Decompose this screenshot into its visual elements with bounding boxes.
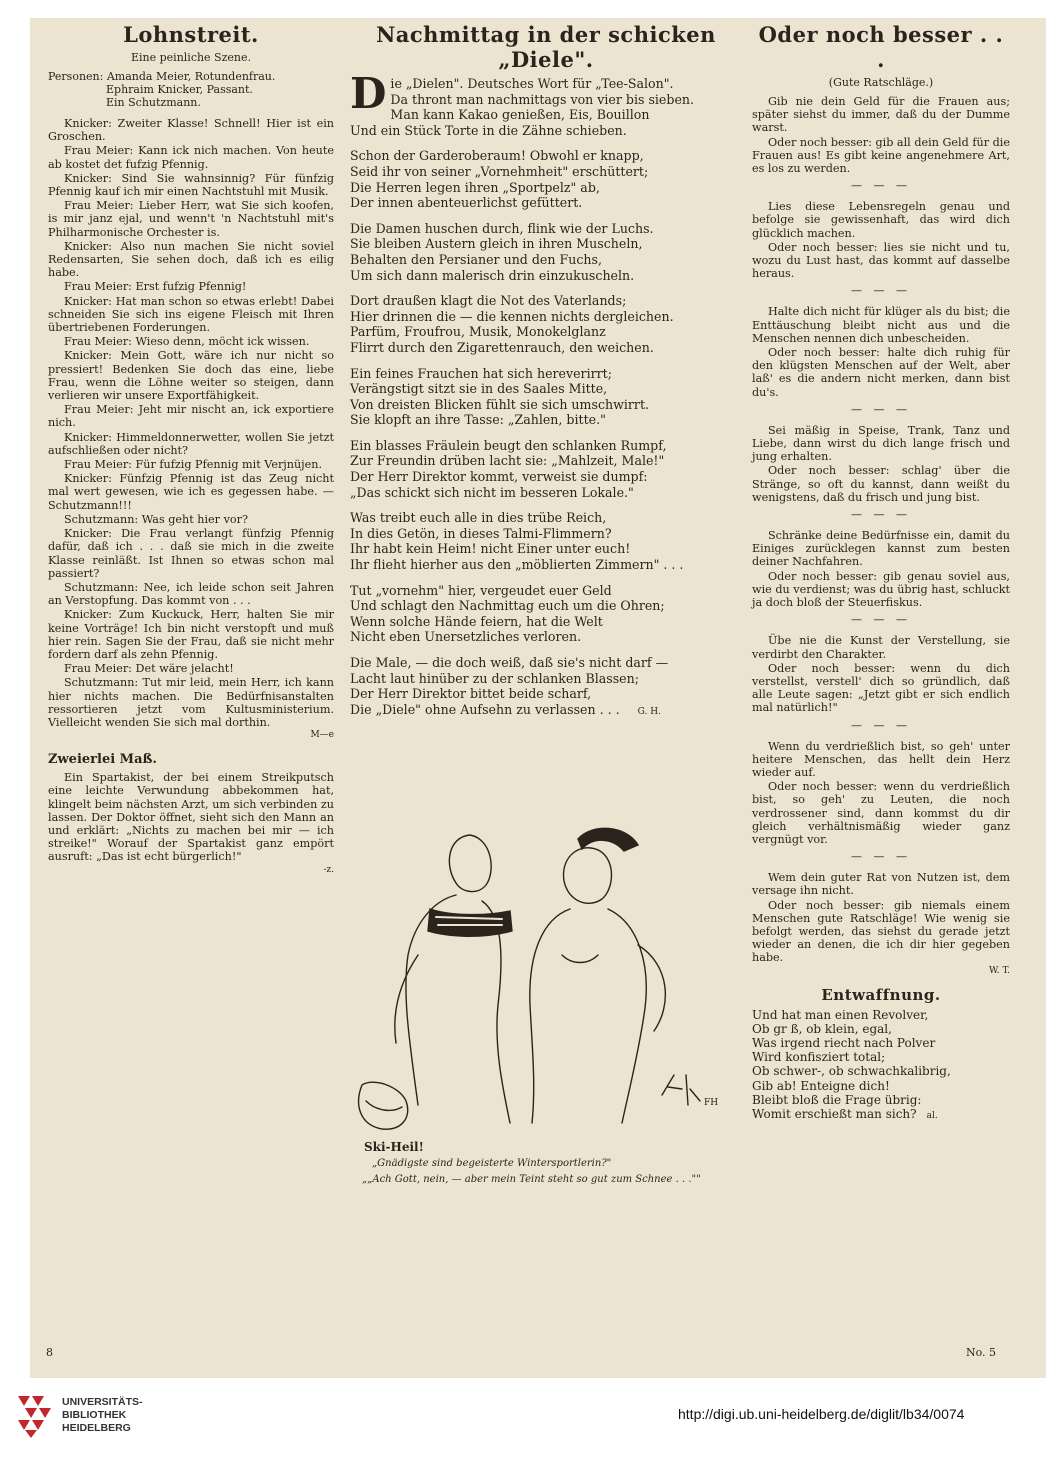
poem-stanza: [350, 583, 742, 645]
poem-line: Lacht laut hinüber zu der schlanken Blassen;: [350, 670, 639, 686]
poem-stanza: [752, 1008, 1010, 1124]
dialogue-line: Schutzmann: Tut mir leid, mein Herr, ich kann hier nichts machen. Die Bedürfnisanstalten ressortieren jetzt vom Kultusministerium. Vielleicht wenden Sie sich mal dorthin.: [48, 676, 334, 729]
poem-line: Ihr flieht hierher aus den „möblierten Zimmern" . . .: [350, 557, 684, 573]
poem-line: Ein blasses Fräulein beugt den schlanken Rumpf,: [350, 437, 667, 453]
poem-line: Und ein Stück Torte in die Zähne schieben.: [350, 122, 627, 138]
column-left: [48, 22, 334, 883]
poem-line: Die Male, — die doch weiß, daß sie's nicht darf —: [350, 655, 669, 670]
advice-text: Oder noch besser: gib niemals einem Menschen gute Ratschläge! Wie wenig sie befolgt werden, das siehst du gerade jetzt wieder an denen, die ich dir hier gegeben habe.: [752, 898, 1010, 965]
author-signature: -z.: [323, 864, 334, 875]
poem-line: Ein feines Frauchen hat sich hereverirrt;: [350, 365, 612, 381]
man-chest: [562, 955, 598, 963]
dialogue-line: Frau Meier: Det wäre jelacht!: [64, 662, 234, 676]
cartoon-title: Ski-Heil!: [364, 1140, 424, 1154]
poem-line: Die Damen huschen durch, flink wie der Luchs.: [350, 220, 654, 236]
poem-line: Ob schwer-, ob schwachkalibrig,: [752, 1064, 951, 1079]
poem-stanza: [350, 69, 742, 138]
advice-text: Oder noch besser: schlag' über die Stränge, so oft du kannst, dann weißt du wenigstens, daß du frisch und jung bist.: [752, 464, 1010, 504]
cast-line: Personen: Amanda Meier, Rotundenfrau.: [48, 70, 276, 83]
article-title-lohnstreit: Lohnstreit.: [123, 22, 259, 47]
library-name: [62, 1396, 143, 1435]
poem-line: Behalten den Persianer und den Fuchs,: [350, 251, 602, 267]
poem-line: Bleibt bloß die Frage übrig:: [752, 1092, 922, 1107]
separator: — — —: [851, 508, 911, 522]
poem-line: Nicht eben Unersetzliches verloren.: [350, 629, 582, 645]
university-library-logo-icon: [14, 1392, 56, 1440]
artist-initials: FH: [704, 1098, 719, 1108]
poem-line: Und schlagt den Nachmittag euch um die Ohren;: [350, 598, 665, 614]
poem-line: Von dreisten Blicken fühlt sie sich umschwirrt.: [350, 396, 650, 412]
dialogue-line: Frau Meier: Erst fufzig Pfennig!: [64, 280, 247, 294]
dialogue-line: Knicker: Sind Sie wahnsinnig? Für fünfzig Pfennig kauf ich mir einen Nachtstuhl mit Musik.: [48, 171, 334, 199]
cartoon-illustration: [352, 805, 742, 1135]
poem-line: Und hat man einen Revolver,: [752, 1007, 929, 1022]
article-subtitle: (Gute Ratschläge.): [828, 76, 934, 89]
poem-stanza: [350, 438, 742, 500]
poem-line: Der innen abenteuerlichst gefüttert.: [350, 195, 583, 211]
chair-detail: [366, 1101, 402, 1110]
dialogue-line: Frau Meier: Jeht mir nischt an, ick exportiere nich.: [48, 403, 334, 430]
poem-line: Hier drinnen die — die kennen nichts dergleichen.: [350, 308, 674, 324]
poem-stanza: [350, 221, 742, 283]
poem-stanza: [350, 510, 742, 572]
poem-line: Dort draußen klagt die Not des Vaterlands;: [350, 293, 627, 309]
cast-list: [48, 70, 334, 109]
author-signature: G. H.: [637, 706, 661, 717]
poem-line-text: Die „Diele" ohne Aufsehn zu verlassen . . .: [350, 701, 620, 717]
poem-line: Ob gr ß, ob klein, egal,: [752, 1021, 892, 1036]
cartoon-caption-line: „Gnädigste sind begeisterte Wintersportlerin?": [372, 1158, 612, 1169]
advice-text: Oder noch besser: wenn du verdrießlich bist, so geh' zu Leuten, die noch verdrossener sind, dann kommst du dir gleich verhältnismäßig wieder ganz vergnügt vor.: [752, 780, 1010, 846]
poem-line: Um sich dann malerisch drin einzukuscheln.: [350, 267, 635, 283]
article-title-oder-noch-besser: Oder noch besser . . .: [758, 22, 1004, 72]
advice-text: Schränke deine Bedürfnisse ein, damit du Einiges zurücklegen kannst zum besten deiner Nachfahren.: [752, 529, 1010, 569]
advice-text: Wenn du verdrießlich bist, so geh' unter heitere Menschen, das hellt dein Herz wieder auf.: [752, 739, 1010, 779]
article-subtitle: Eine peinliche Szene.: [130, 51, 251, 64]
drop-cap: D: [350, 69, 387, 118]
dialogue-line: Frau Meier: Wieso denn, möcht ick wissen.: [64, 335, 310, 349]
column-middle: [350, 22, 742, 730]
cast-line: Ephraim Knicker, Passant.: [106, 83, 253, 96]
dialogue-line: Knicker: Die Frau verlangt fünfzig Pfennig dafür, daß ich . . . daß sie mich in die zweite Klasse reinläßt. Ist Ihnen so etwas schon mal passiert?: [48, 527, 334, 580]
advice-text: Lies diese Lebensregeln genau und befolge sie gewissenhaft, das wird dich glücklich machen.: [752, 200, 1010, 240]
anecdote-text: Ein Spartakist, der bei einem Streikputsch eine leichte Verwundung abbekommen hat, klingelt beim nächsten Arzt, um sich verbinden zu lassen. Der Doktor öffnet, sieht sich den Mann an und erklärt: „Nichts zu machen bei mir — ich streike!" Worauf der Spartakist ganz empört ausruft: „Das ist echt bürgerlich!": [48, 771, 334, 864]
separator: — — —: [851, 613, 911, 627]
advice-text: Oder noch besser: gib genau soviel aus, wie du verdienst; was du übrig hast, schluckt ja doch bloß der Steuerfiskus.: [752, 569, 1010, 610]
dialogue-line: Knicker: Fünfzig Pfennig ist das Zeug nicht mal wert gewesen, wie ich es gegessen habe. — Schutzmann!!!: [48, 472, 334, 512]
separator: — — —: [851, 718, 911, 732]
source-url-link[interactable]: http://digi.ub.uni-heidelberg.de/diglit/lb34/0074: [678, 1406, 965, 1422]
man-arm: [638, 945, 665, 1031]
man-torso-left: [530, 909, 570, 1123]
dialogue-line: Schutzmann: Nee, ich leide schon seit Jahren an Verstopfung. Das kommt von . . .: [48, 580, 334, 608]
author-signature: al.: [926, 1110, 938, 1121]
poem-line: Parfüm, Froufrou, Musik, Monokelglanz: [350, 324, 606, 340]
poem-line: ie „Dielen". Deutsches Wort für „Tee-Salon".: [390, 76, 674, 91]
advice-text: Übe nie die Kunst der Verstellung, sie verdirbt den Charakter.: [752, 634, 1010, 661]
cast-line: Ein Schutzmann.: [106, 96, 201, 109]
advice-text: Oder noch besser: halte dich ruhig für den klügsten Menschen auf der Welt, aber laß' es die andern nicht merken, dann bist du's.: [752, 346, 1010, 399]
advice-text: Oder noch besser: wenn du dich verstellst, verstell' dich so gründlich, daß alle Leute sagen: „Jetzt gibt er sich endlich mal natürlich!": [752, 661, 1010, 715]
poem-line: Der Herr Direktor kommt, verweist sie dumpf:: [350, 469, 648, 485]
poem-line-text: Womit erschießt man sich?: [752, 1106, 917, 1121]
dialogue-line: Knicker: Mein Gott, wäre ich nur nicht so pressiert! Bedenken Sie doch das eine, liebe Frau, wenn die Löhne weiter so steigen, dann verlieren wir unsere Exportfähigkeit.: [48, 349, 334, 403]
advice-text: Oder noch besser: lies sie nicht und tu, wozu du Lust hast, das kommt auf dasselbe heraus.: [752, 240, 1010, 281]
article-title-entwaffnung: Entwaffnung.: [821, 985, 941, 1004]
article-title-diele: Nachmittag in der schicken „Diele".: [376, 22, 716, 72]
poem-stanza: [350, 293, 742, 355]
dialogue-line: Frau Meier: Lieber Herr, wat Sie sich koofen, is mir janz ejal, und wenn't 'n Nachtstuhl mit's Philharmonische Orchester is.: [48, 199, 334, 239]
poem-line: Sie bleiben Austern gleich in ihren Muscheln,: [350, 236, 643, 252]
poem-line: Wird konfisziert total;: [752, 1050, 886, 1065]
poem-line: [350, 702, 742, 721]
poem-stanza: [350, 655, 742, 720]
library-name-line: BIBLIOTHEK: [62, 1409, 127, 1421]
article-title-zweierlei-mass: Zweierlei Maß.: [48, 752, 157, 768]
poem-line: Tut „vornehm" hier, vergeudet euer Geld: [350, 582, 612, 598]
column-right: [752, 22, 1010, 1133]
man-torso-right: [608, 909, 646, 1123]
poem-line: „Das schickt sich nicht im besseren Lokale.": [350, 484, 634, 500]
dialogue-line: Schutzmann: Was geht hier vor?: [64, 512, 248, 526]
poem-line: Man kann Kakao genießen, Eis, Bouillon: [390, 107, 650, 123]
separator: — — —: [851, 179, 911, 193]
poem-line: In dies Getön, in dieses Talmi-Flimmern?: [350, 525, 612, 541]
poem-line: Was treibt euch alle in dies trübe Reich,: [350, 510, 607, 526]
chair: [359, 1082, 408, 1129]
poem-line: Flirrt durch den Zigarettenrauch, den weichen.: [350, 339, 654, 355]
man-head: [564, 848, 612, 904]
issue-number: No. 5: [966, 1346, 997, 1359]
dialogue-line: Frau Meier: Für fufzig Pfennig mit Verjnüjen.: [64, 458, 323, 472]
dialogue-line: Knicker: Hat man schon so etwas erlebt! Dabei schneiden Sie sich ins eigene Fleisch mit Ihren übertriebenen Forderungen.: [48, 294, 334, 335]
poem-line: Gib ab! Enteigne dich!: [752, 1078, 890, 1093]
poem-line: Ihr habt kein Heim! nicht Einer unter euch!: [350, 541, 631, 557]
separator: — — —: [851, 402, 911, 416]
dialogue-line: Frau Meier: Kann ick nich machen. Von heute ab kostet det fufzig Pfennig.: [48, 144, 334, 171]
author-signature: M—e: [310, 730, 334, 741]
poem-stanza: [350, 148, 742, 210]
poem-line: Zur Freundin drüben lacht sie: „Mahlzeit, Male!": [350, 453, 665, 469]
advice-text: Gib nie dein Geld für die Frauen aus; später siehst du immer, daß du der Dumme warst.: [752, 95, 1010, 135]
poem-line: Schon der Garderoberaum! Obwohl er knapp,: [350, 148, 644, 164]
artist-mark: [662, 1075, 700, 1105]
poem-line: Sie klopft an ihre Tasse: „Zahlen, bitte.": [350, 412, 606, 428]
library-name-line: HEIDELBERG: [62, 1422, 131, 1434]
separator: — — —: [851, 284, 911, 298]
advice-text: Oder noch besser: gib all dein Geld für die Frauen aus! Es gibt keine angenehmere Art, es los zu werden.: [752, 135, 1010, 176]
poem-line: Der Herr Direktor bittet beide scharf,: [350, 686, 592, 702]
poem-line: Die Herren legen ihren „Sportpelz" ab,: [350, 179, 600, 195]
poem-stanza: [350, 366, 742, 428]
dialogue-line: Knicker: Himmeldonnerwetter, wollen Sie jetzt aufschließen oder nicht?: [48, 430, 334, 457]
dialogue-line: Knicker: Zum Kuckuck, Herr, halten Sie mir keine Vorträge! Ich bin nicht verstopft und muß hier rein. Sagen Sie der Frau, daß sie nicht mehr fordern darf als zehn Pfennig.: [48, 608, 334, 661]
author-signature: W. T.: [989, 965, 1010, 976]
library-name-line: UNIVERSITÄTS-: [62, 1396, 143, 1408]
page-number: 8: [46, 1346, 53, 1359]
cartoon-caption-line: „„Ach Gott, nein, — aber mein Teint steht so gut zum Schnee . . ."": [362, 1174, 701, 1185]
poem-line: [752, 1107, 1010, 1123]
separator: — — —: [851, 850, 911, 864]
poem-line: Seid ihr von seiner „Vornehmheit" erschüttert;: [350, 163, 649, 179]
poem-line: Wenn solche Hände feiern, hat die Welt: [350, 613, 603, 629]
dialogue-line: Knicker: Also nun machen Sie nicht soviel Redensarten, Sie sehen doch, daß ich es eilig habe.: [48, 239, 334, 280]
poem-line: Verängstigt sitzt sie in des Saales Mitte,: [350, 381, 608, 397]
dialogue-line: Knicker: Zweiter Klasse! Schnell! Hier ist ein Groschen.: [48, 117, 334, 144]
advice-text: Halte dich nicht für klüger als du bist; die Enttäuschung bleibt nicht aus und die Menschen nennen dich unbescheiden.: [752, 305, 1010, 345]
striped-scarf: [428, 909, 512, 936]
advice-text: Sei mäßig in Speise, Trank, Tanz und Liebe, dann wirst du dich lange frisch und jung erhalten.: [752, 423, 1010, 464]
woman-head: [449, 835, 491, 892]
poem-line: Da thront man nachmittags von vier bis sieben.: [390, 91, 695, 107]
library-footer: [0, 1378, 1064, 1468]
poem-line: Was irgend riecht nach Polver: [752, 1035, 936, 1050]
advice-text: Wem dein guter Rat von Nutzen ist, dem versage ihn nicht.: [752, 871, 1010, 898]
